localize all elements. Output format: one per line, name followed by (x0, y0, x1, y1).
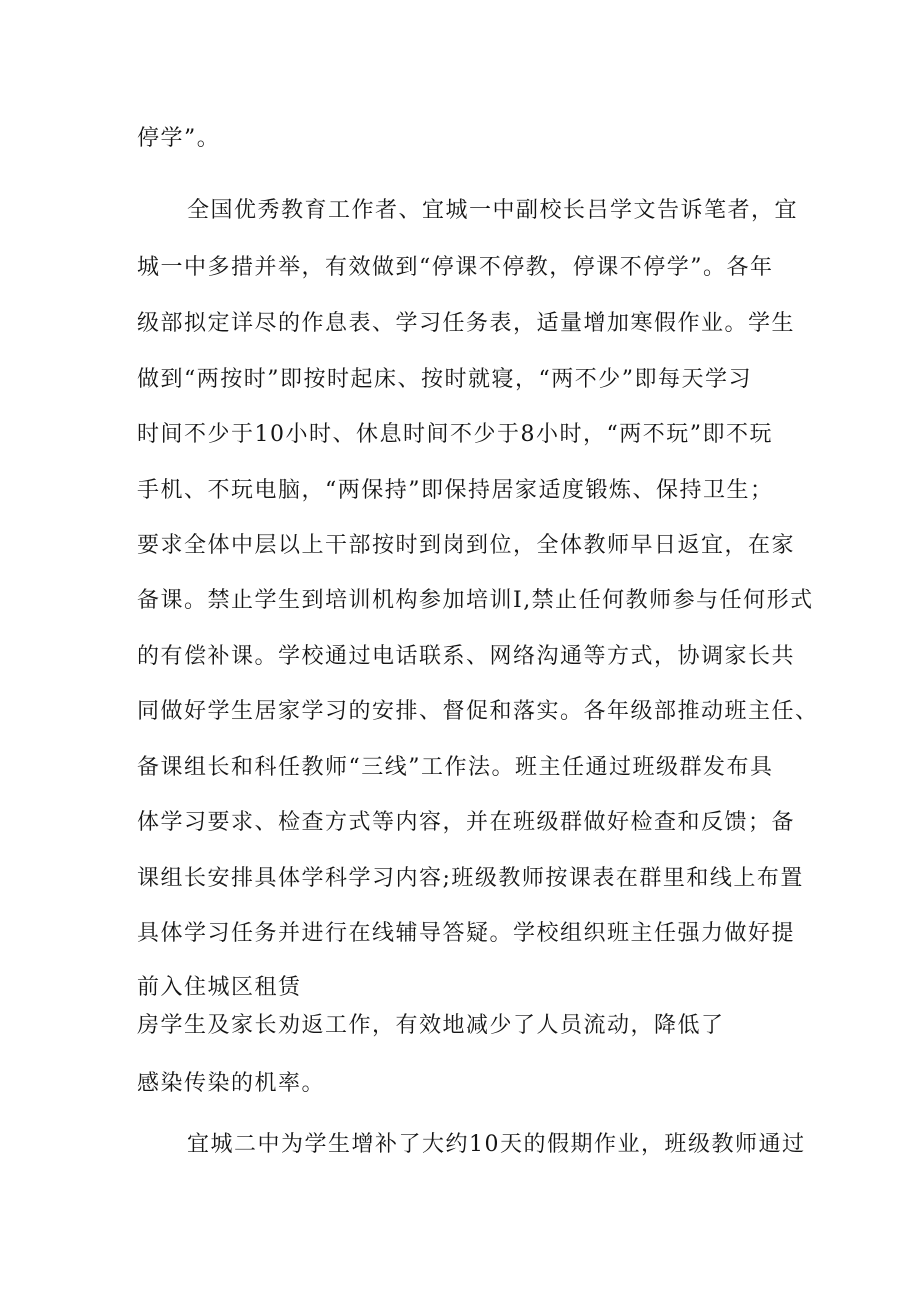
paragraph-line: 时间不少于10小时、休息时间不少于8小时，“两不玩”即不玩 (137, 422, 773, 447)
paragraph-line: 全国优秀教育工作者、宜城一中副校长吕学文告诉笔者，宜 (187, 198, 799, 223)
paragraph-line: 做到“两按时”即按时起床、按时就寝，“两不少”即每天学习 (137, 367, 752, 392)
paragraph-line: 具体学习任务并进行在线辅导答疑。学校组织班主任强力做好提 (137, 921, 796, 946)
paragraph-line: 课组长安排具体学科学习内容;班级教师按课表在群里和线上布置 (137, 866, 804, 891)
paragraph-line: 备课组长和科任教师“三线”工作法。班主任通过班级群发布具 (137, 755, 774, 780)
paragraph-line: 备课。禁止学生到培训机构参加培训I,禁止任何教师参与任何形式 (137, 588, 814, 613)
paragraph-line: 城一中多措并举，有效做到“停课不停教，停课不停学”。各年 (137, 255, 774, 280)
paragraph-line: 要求全体中层以上干部按时到岗到位，全体教师早日返宜，在家 (137, 533, 796, 558)
paragraph-line: 的有偿补课。学校通过电话联系、网络沟通等方式，协调家长共 (137, 644, 796, 669)
paragraph-line: 停学”。 (137, 126, 221, 151)
paragraph-line: 前入住城区租赁 (137, 975, 302, 1000)
paragraph-line: 级部拟定详尽的作息表、学习任务表，适量增加寒假作业。学生 (137, 311, 796, 336)
paragraph-line: 同做好学生居家学习的安排、督促和落实。各年级部推动班主任、 (137, 699, 819, 724)
paragraph-line: 房学生及家长劝返工作，有效地减少了人员流动，降低了 (137, 1013, 725, 1038)
paragraph-line: 体学习要求、检查方式等内容，并在班级群做好检查和反馈；备 (137, 810, 796, 835)
paragraph-line: 手机、不玩电脑，“两保持”即保持居家适度锻炼、保持卫生； (137, 478, 774, 503)
paragraph-line: 感染传染的机率。 (137, 1071, 326, 1096)
paragraph-line: 宜城二中为学生增补了大约10天的假期作业，班级教师通过 (187, 1132, 806, 1157)
